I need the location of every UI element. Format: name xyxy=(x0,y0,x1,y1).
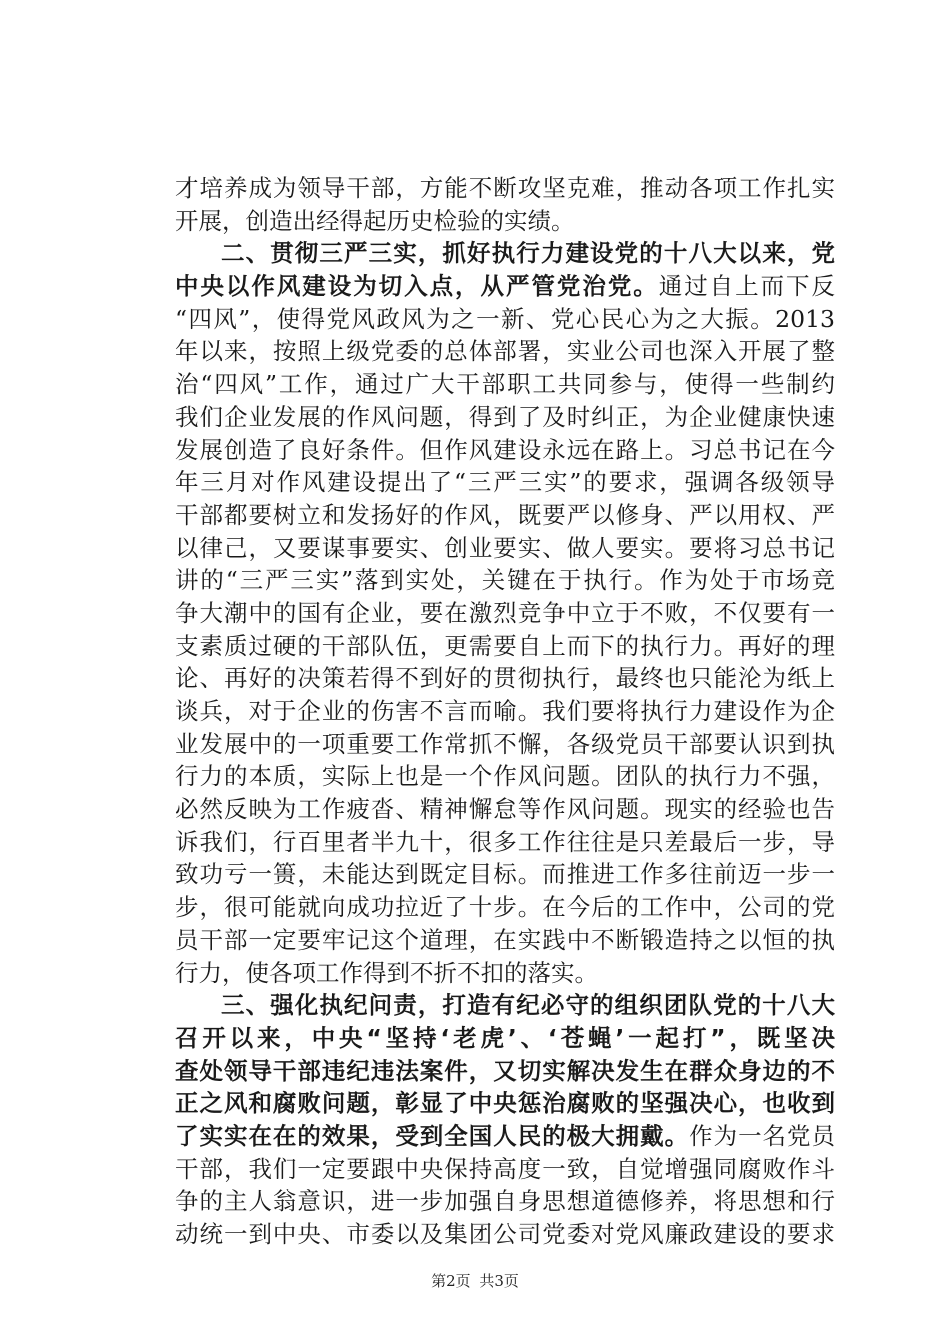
body-text: 发展创造了良好条件。但作风建设永远在路上。习总书记在今 xyxy=(175,435,835,464)
text-line xyxy=(175,532,835,565)
text-line xyxy=(175,793,835,826)
text-line xyxy=(175,434,835,467)
body-text: 干部，我们一定要跟中央保持高度一致，自觉增强同腐败作斗 xyxy=(175,1154,835,1183)
text-line xyxy=(175,728,835,761)
body-text: 论、再好的决策若得不到好的贯彻执行，最终也只能沦为纸上 xyxy=(175,664,835,693)
body-text: 争大潮中的国有企业，要在激烈竞争中立于不败，不仅要有一 xyxy=(175,598,835,627)
body-text: 谈兵，对于企业的伤害不言而喻。我们要将执行力建设作为企 xyxy=(175,697,835,725)
body-text: 我们企业发展的作风问题，得到了及时纠正，为企业健康快速 xyxy=(175,402,835,431)
text-line xyxy=(175,891,835,924)
text-line xyxy=(175,1087,835,1120)
body-text: 干部都要树立和发扬好的作风，既要严以修身、严以用权、严 xyxy=(175,500,835,529)
paragraph xyxy=(175,237,835,989)
text-line xyxy=(175,630,835,663)
bold-heading-text: 召开以来，中央“坚持‘老虎’、‘苍蝇’一起打”，既坚决 xyxy=(175,1023,835,1052)
bold-heading-text: 三、强化执纪问责，打造有纪必守的组织团队党的十八大 xyxy=(221,991,835,1020)
text-line xyxy=(175,335,835,368)
body-text: 必然反映为工作疲沓、精神懈怠等作风问题。现实的经验也告 xyxy=(175,795,835,824)
text-line xyxy=(175,989,835,1022)
body-text: 行力，使各项工作得到不折不扣的落实。 xyxy=(175,958,598,987)
text-line xyxy=(175,1120,835,1153)
document-body xyxy=(175,172,835,1251)
body-text: 才培养成为领导干部，方能不断攻坚克难，推动各项工作扎实 xyxy=(175,174,835,202)
bold-heading-text: 了实实在在的效果，受到全国人民的极大拥戴。 xyxy=(175,1121,690,1150)
text-line xyxy=(175,957,835,990)
body-text: 员干部一定要牢记这个道理，在实践中不断锻造持之以恒的执 xyxy=(175,925,835,954)
text-line xyxy=(175,826,835,859)
body-text: 年三月对作风建设提出了“三严三实”的要求，强调各级领导 xyxy=(175,468,835,497)
text-line xyxy=(175,172,835,205)
paragraph xyxy=(175,172,835,237)
body-text: 作为一名党员 xyxy=(689,1121,836,1150)
text-line xyxy=(175,401,835,434)
text-line xyxy=(175,564,835,597)
body-text: 通过自上而下反 xyxy=(658,272,836,301)
text-line xyxy=(175,368,835,401)
page-total: 共3页 xyxy=(479,1272,519,1290)
text-line xyxy=(175,1218,835,1251)
text-line xyxy=(175,1153,835,1186)
text-line xyxy=(175,303,835,336)
body-text: 业发展中的一项重要工作常抓不懈，各级党员干部要认识到执 xyxy=(175,729,835,758)
text-line xyxy=(175,205,835,238)
bold-heading-text: 正之风和腐败问题，彰显了中央惩治腐败的坚强决心，也收到 xyxy=(175,1089,835,1118)
body-text: 动统一到中央、市委以及集团公司党委对党风廉政建设的要求 xyxy=(175,1220,835,1248)
text-line xyxy=(175,1022,835,1055)
body-text: 讲的“三严三实”落到实处，关键在于执行。作为处于市场竞 xyxy=(175,566,835,595)
body-text: 致功亏一篑，未能达到既定目标。而推进工作多往前迈一步一 xyxy=(175,860,835,889)
text-line xyxy=(175,695,835,728)
bold-heading-text: 二、贯彻三严三实，抓好执行力建设党的十八大以来，党 xyxy=(221,239,835,268)
text-line xyxy=(175,858,835,891)
text-line xyxy=(175,760,835,793)
text-line xyxy=(175,662,835,695)
text-line xyxy=(175,1055,835,1088)
body-text: “四风”，使得党风政风为之一新、党心民心为之大振。2013 xyxy=(175,304,835,333)
body-text: 开展，创造出经得起历史检验的实绩。 xyxy=(175,206,575,235)
page-footer xyxy=(0,1270,950,1291)
text-line xyxy=(175,270,835,303)
text-line xyxy=(175,466,835,499)
text-line xyxy=(175,237,835,270)
page-number: 第2页 xyxy=(431,1272,471,1290)
text-line xyxy=(175,499,835,532)
text-line xyxy=(175,1185,835,1218)
bold-heading-text: 查处领导干部违纪违法案件，又切实解决发生在群众身边的不 xyxy=(175,1056,835,1085)
body-text: 诉我们，行百里者半九十，很多工作往往是只差最后一步，导 xyxy=(175,827,835,856)
body-text: 治“四风”工作，通过广大干部职工共同参与，使得一些制约 xyxy=(175,370,835,399)
body-text: 步，很可能就向成功拉近了十步。在今后的工作中，公司的党 xyxy=(175,893,835,922)
body-text: 行力的本质，实际上也是一个作风问题。团队的执行力不强， xyxy=(175,762,835,791)
text-line xyxy=(175,597,835,630)
body-text: 支素质过硬的干部队伍，更需要自上而下的执行力。再好的理 xyxy=(175,631,835,660)
text-line xyxy=(175,924,835,957)
body-text: 年以来，按照上级党委的总体部署，实业公司也深入开展了整 xyxy=(175,337,835,366)
body-text: 争的主人翁意识，进一步加强自身思想道德修养，将思想和行 xyxy=(175,1187,835,1216)
bold-heading-text: 中央以作风建设为切入点，从严管党治党。 xyxy=(175,272,659,301)
body-text: 以律己，又要谋事要实、创业要实、做人要实。要将习总书记 xyxy=(175,533,835,562)
paragraph xyxy=(175,989,835,1251)
